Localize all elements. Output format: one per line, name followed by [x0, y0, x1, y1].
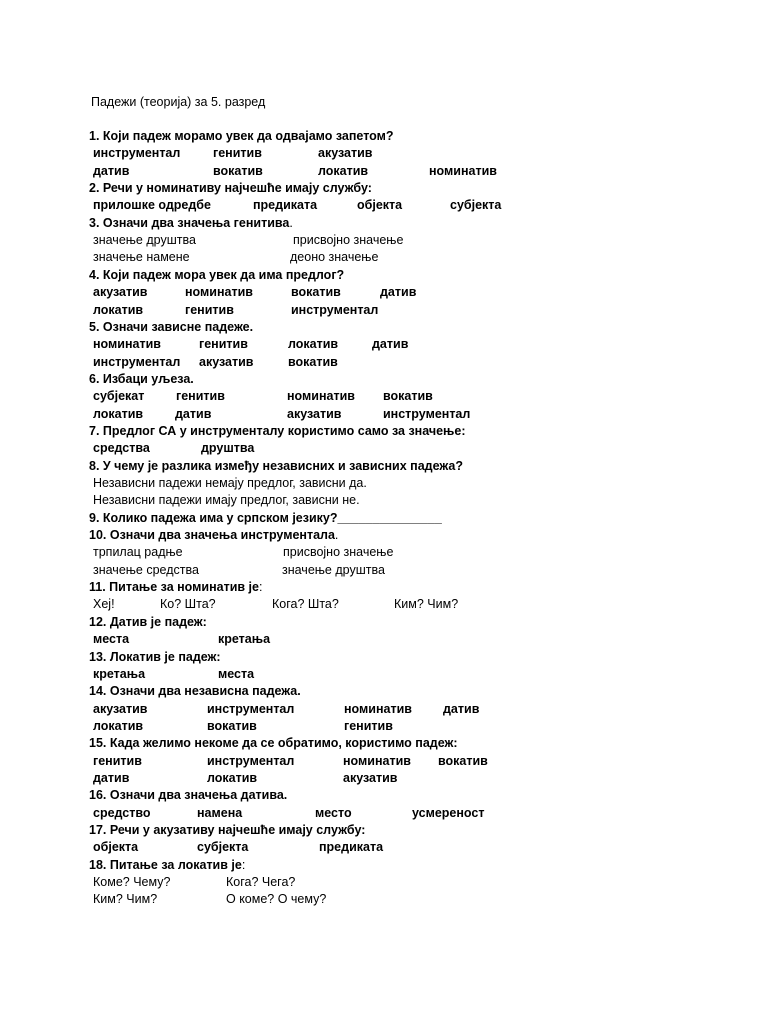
answer-option[interactable]: предиката: [253, 198, 318, 213]
worksheet-title: Падежи (теорија) за 5. разред: [91, 95, 266, 109]
answer-option[interactable]: локатив: [288, 337, 339, 352]
question-13: [0, 649, 768, 666]
question-text: 5. Означи зависне падеже.: [89, 319, 254, 334]
question-text: 6. Избаци уљеза.: [89, 371, 194, 386]
answer-option[interactable]: Кога? Шта?: [272, 597, 339, 612]
answer-option[interactable]: Хеј!: [93, 597, 115, 612]
question-text: 15. Када желимо некоме да се обратимо, користимо падеж:: [89, 736, 458, 751]
question-18: [0, 857, 768, 874]
question-text-suffix: :: [258, 580, 263, 595]
answer-option[interactable]: номинатив: [429, 163, 497, 178]
answer-option[interactable]: Независни падежи имају предлог, зависни не.: [93, 493, 360, 508]
question-16: [0, 787, 768, 804]
answer-option[interactable]: инструментал: [207, 701, 295, 716]
question-text: 11. Питање за номинатив је:: [89, 580, 263, 595]
answer-option[interactable]: место: [315, 805, 352, 820]
answer-option[interactable]: номинатив: [287, 389, 355, 404]
question-text: 10. Означи два значења инструментала.: [89, 528, 339, 543]
answer-option[interactable]: значење намене: [93, 250, 190, 265]
answer-row: [0, 249, 768, 266]
question-8: [0, 458, 768, 475]
question-3: [0, 215, 768, 232]
answer-option[interactable]: инструментал: [93, 354, 181, 369]
answer-option[interactable]: Независни падежи немају предлог, зависни да.: [93, 476, 367, 490]
answer-row: [0, 492, 768, 509]
answer-option[interactable]: генитив: [93, 753, 142, 768]
answer-option[interactable]: акузатив: [318, 146, 373, 161]
answer-option[interactable]: значење средства: [93, 562, 199, 577]
answer-row: [0, 302, 768, 319]
answer-option[interactable]: субјекта: [197, 840, 249, 855]
answer-option[interactable]: вокатив: [207, 718, 257, 733]
question-11: [0, 579, 768, 596]
answer-row: [0, 891, 768, 908]
answer-row: [0, 562, 768, 579]
question-14: [0, 683, 768, 700]
answer-row: [0, 805, 768, 822]
answer-option[interactable]: номинатив: [93, 337, 161, 352]
answer-option[interactable]: субјекат: [93, 389, 145, 404]
question-text-suffix: .: [334, 528, 339, 543]
answer-option[interactable]: објекта: [93, 840, 139, 855]
answer-row: [0, 770, 768, 787]
answer-option[interactable]: локатив: [207, 770, 258, 785]
answer-option[interactable]: генитив: [176, 389, 225, 404]
answer-option[interactable]: инструментал: [93, 146, 181, 161]
answer-option[interactable]: вокатив: [383, 389, 433, 404]
answer-option[interactable]: вокатив: [288, 354, 338, 369]
question-text-suffix: :: [241, 857, 246, 872]
answer-option[interactable]: акузатив: [343, 770, 398, 785]
answer-option[interactable]: Ким? Чим?: [93, 892, 158, 907]
answer-option[interactable]: предиката: [319, 840, 384, 855]
answer-row: [0, 701, 768, 718]
answer-option[interactable]: датив: [443, 701, 480, 716]
question-12: [0, 614, 768, 631]
answer-option[interactable]: акузатив: [93, 701, 148, 716]
answer-option[interactable]: О коме? О чему?: [226, 892, 327, 907]
answer-option[interactable]: Кога? Чега?: [226, 875, 296, 890]
answer-option[interactable]: датив: [372, 337, 409, 352]
answer-option[interactable]: објекта: [357, 198, 403, 213]
answer-option[interactable]: вокатив: [213, 163, 263, 178]
answer-option[interactable]: прилошке одредбе: [93, 198, 211, 213]
answer-option[interactable]: средства: [93, 441, 150, 456]
answer-row: [0, 753, 768, 770]
answer-option[interactable]: номинатив: [344, 701, 412, 716]
question-text: 18. Питање за локатив је:: [89, 857, 246, 872]
answer-row: [0, 666, 768, 683]
answer-row: [0, 354, 768, 371]
answer-option[interactable]: Коме? Чему?: [93, 875, 171, 890]
answer-row: [0, 145, 768, 162]
answer-row: [0, 388, 768, 405]
question-6: [0, 371, 768, 388]
question-text: 8. У чему је разлика између независних и зависних падежа?: [89, 458, 463, 473]
answer-option[interactable]: инструментал: [291, 302, 379, 317]
answer-option[interactable]: инструментал: [383, 406, 471, 421]
answer-row: [0, 440, 768, 457]
answer-option[interactable]: друштва: [201, 441, 255, 456]
answer-row: [0, 839, 768, 856]
answer-option[interactable]: Ким? Чим?: [394, 597, 459, 612]
answer-option[interactable]: Ко? Шта?: [160, 597, 216, 612]
answer-option[interactable]: номинатив: [185, 285, 253, 300]
answer-option[interactable]: вокатив: [291, 285, 341, 300]
question-1: [0, 128, 768, 145]
answer-option[interactable]: номинатив: [343, 753, 411, 768]
question-4: [0, 267, 768, 284]
question-text: 3. Означи два значења генитива.: [89, 215, 293, 230]
question-2: [0, 180, 768, 197]
answer-option[interactable]: локатив: [93, 406, 144, 421]
answer-option[interactable]: деоно значење: [290, 250, 379, 265]
answer-option[interactable]: акузатив: [93, 285, 148, 300]
answer-option[interactable]: намена: [197, 805, 243, 820]
question-10: [0, 527, 768, 544]
answer-row: [0, 874, 768, 891]
question-5: [0, 319, 768, 336]
answer-option[interactable]: инструментал: [207, 753, 295, 768]
answer-option[interactable]: генитив: [213, 146, 262, 161]
question-text: 17. Речи у акузативу најчешће имају службу:: [89, 823, 366, 837]
answer-row: [0, 544, 768, 561]
answer-row: [0, 163, 768, 180]
answer-option[interactable]: усмереност: [412, 805, 485, 820]
answer-option[interactable]: средство: [93, 805, 151, 820]
answer-option[interactable]: кретања: [93, 666, 146, 681]
answer-row: [0, 631, 768, 648]
answer-option[interactable]: места: [218, 666, 255, 681]
question-text: 14. Означи два независна падежа.: [89, 684, 301, 699]
answer-option[interactable]: трпилац радње: [93, 545, 183, 560]
answer-option[interactable]: кретања: [218, 632, 271, 647]
answer-option[interactable]: акузатив: [287, 406, 342, 421]
answer-row: [0, 284, 768, 301]
answer-option[interactable]: датив: [175, 406, 212, 421]
answer-option[interactable]: локатив: [93, 718, 144, 733]
question-17: [0, 822, 768, 839]
answer-option[interactable]: локатив: [93, 302, 144, 317]
question-text-suffix: .: [289, 215, 293, 230]
answer-option[interactable]: субјекта: [450, 198, 502, 213]
answer-option[interactable]: присвојно значење: [293, 233, 404, 248]
answer-option[interactable]: генитив: [185, 302, 234, 317]
answer-row: [0, 596, 768, 613]
answer-option[interactable]: генитив: [199, 337, 248, 352]
answer-row: [0, 406, 768, 423]
question-text: 9. Колико падежа има у српском језику?_______________: [89, 510, 442, 525]
answer-option[interactable]: датив: [93, 163, 130, 178]
answer-option[interactable]: вокатив: [438, 753, 488, 768]
answer-option[interactable]: значење друштва: [282, 562, 385, 577]
answer-option[interactable]: присвојно значење: [283, 545, 394, 560]
answer-row: [0, 718, 768, 735]
question-text: 12. Датив је падеж:: [89, 614, 207, 629]
answer-option[interactable]: генитив: [344, 718, 393, 733]
answer-option[interactable]: значење друштва: [93, 233, 196, 248]
answer-option[interactable]: локатив: [318, 163, 369, 178]
question-15: [0, 735, 768, 752]
question-7: [0, 423, 768, 440]
answer-option[interactable]: акузатив: [199, 354, 254, 369]
answer-option[interactable]: датив: [93, 770, 130, 785]
question-text: 13. Локатив је падеж:: [89, 649, 221, 664]
question-text: 16. Означи два значења датива.: [89, 788, 288, 803]
question-text: 2. Речи у номинативу најчешће имају службу:: [89, 181, 372, 196]
answer-row: [0, 336, 768, 353]
question-text: 4. Који падеж мора увек да има предлог?: [89, 267, 345, 282]
answer-row: [0, 475, 768, 492]
answer-row: [0, 197, 768, 214]
question-text: 1. Који падеж морамо увек да одвајамо запетом?: [89, 129, 394, 143]
answer-row: [0, 232, 768, 249]
question-9: [0, 510, 768, 527]
question-text: 7. Предлог СА у инструменталу користимо само за значење:: [89, 423, 466, 438]
answer-option[interactable]: датив: [380, 285, 417, 300]
answer-option[interactable]: места: [93, 632, 130, 647]
